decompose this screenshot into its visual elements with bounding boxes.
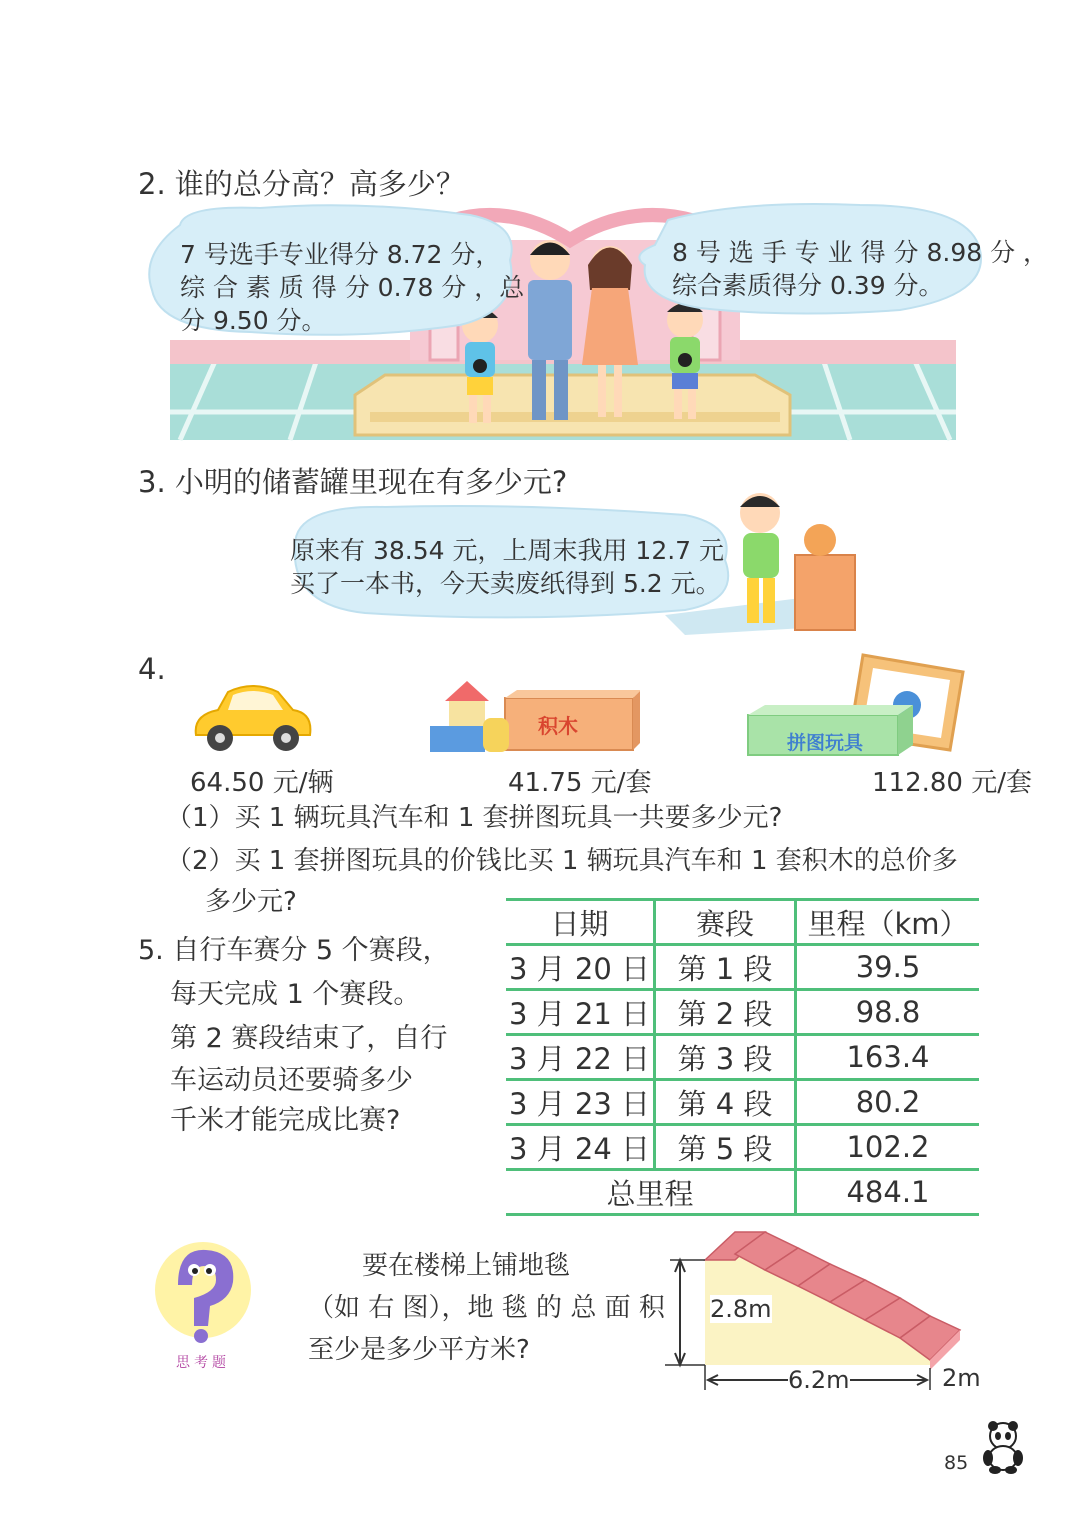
header-date: 日期 — [506, 900, 655, 945]
cell-date: 3 月 24 日 — [506, 1125, 655, 1170]
length-label: 6.2m — [788, 1366, 850, 1394]
blocks-box-label: 积木 — [538, 714, 578, 738]
table-row — [506, 945, 979, 990]
table-row — [506, 990, 979, 1035]
blocks-price: 41.75 元/套 — [508, 768, 652, 798]
table-row — [506, 1080, 979, 1125]
cell-distance: 39.5 — [796, 945, 980, 990]
puzzle-price: 112.80 元/套 — [872, 768, 1032, 798]
total-value: 484.1 — [796, 1170, 980, 1215]
bubble-line: 买了一本书，今天卖废纸得到 5.2 元。 — [290, 569, 721, 598]
toy-car-icon — [188, 680, 318, 760]
building-blocks-icon — [425, 676, 640, 758]
cell-stage: 第 3 段 — [655, 1035, 796, 1080]
xiaoming-bubble — [290, 534, 724, 600]
cell-date: 3 月 20 日 — [506, 945, 655, 990]
question-5-line: 每天完成 1 个赛段。 — [170, 979, 421, 1010]
cell-distance: 102.2 — [796, 1125, 980, 1170]
question-3-title: 3. 小明的储蓄罐里现在有多少元? — [138, 465, 568, 499]
contestant-7-bubble — [180, 238, 524, 337]
table-row — [506, 1035, 979, 1080]
panda-icon — [978, 1418, 1028, 1474]
table-header-row — [506, 900, 979, 945]
bubble-line: 分 9.50 分。 — [180, 306, 327, 335]
question-4-number: 4. — [138, 652, 166, 686]
bubble-line: 原来有 38.54 元，上周末我用 12.7 元 — [290, 536, 725, 565]
width-label: 2m — [942, 1364, 981, 1392]
think-question-line: （如 右 图），地 毯 的 总 面 积 — [308, 1293, 665, 1323]
total-label: 总里程 — [506, 1170, 796, 1215]
bubble-line: 8 号 选 手 专 业 得 分 8.98 分 ， — [672, 238, 1049, 267]
question-mark-mascot-icon — [148, 1240, 258, 1350]
cell-distance: 98.8 — [796, 990, 980, 1035]
cell-stage: 第 5 段 — [655, 1125, 796, 1170]
bubble-line: 7 号选手专业得分 8.72 分， — [180, 240, 501, 269]
question-4-part-2-cont: 多少元? — [205, 887, 297, 917]
question-5-line: 车运动员还要骑多少 — [170, 1065, 413, 1096]
table-row — [506, 1125, 979, 1170]
race-table — [506, 898, 979, 1216]
cell-distance: 163.4 — [796, 1035, 980, 1080]
puzzle-box-label: 拼图玩具 — [787, 732, 864, 754]
question-2-title: 2. 谁的总分高？高多少？ — [138, 167, 465, 201]
question-5-line: 第 2 赛段结束了，自行 — [170, 1023, 448, 1054]
header-distance: 里程（km） — [796, 900, 980, 945]
think-question-line: 要在楼梯上铺地毯 — [362, 1251, 571, 1281]
question-5-line: 千米才能完成比赛? — [170, 1105, 401, 1136]
cell-date: 3 月 23 日 — [506, 1080, 655, 1125]
contestant-8-bubble — [672, 236, 1048, 302]
header-stage: 赛段 — [655, 900, 796, 945]
page-number: 85 — [944, 1452, 969, 1474]
question-4-part-1: （1）买 1 辆玩具汽车和 1 套拼图玩具一共要多少元? — [166, 803, 783, 833]
cell-stage: 第 1 段 — [655, 945, 796, 990]
cell-distance: 80.2 — [796, 1080, 980, 1125]
table-total-row — [506, 1170, 979, 1215]
think-question-line: 至少是多少平方米? — [308, 1335, 530, 1365]
bubble-line: 综 合 素 质 得 分 0.78 分 ，总 — [180, 273, 525, 302]
cell-stage: 第 4 段 — [655, 1080, 796, 1125]
question-4-part-2: （2）买 1 套拼图玩具的价钱比买 1 辆玩具汽车和 1 套积木的总价多 — [166, 846, 958, 876]
cell-date: 3 月 21 日 — [506, 990, 655, 1035]
cell-stage: 第 2 段 — [655, 990, 796, 1035]
question-5-line: 5. 自行车赛分 5 个赛段， — [138, 935, 450, 966]
car-price: 64.50 元/辆 — [190, 768, 334, 798]
bubble-line: 综合素质得分 0.39 分。 — [672, 271, 944, 300]
think-badge-label: 思考题 — [176, 1355, 230, 1371]
cell-date: 3 月 22 日 — [506, 1035, 655, 1080]
height-label: 2.8m — [710, 1295, 772, 1323]
